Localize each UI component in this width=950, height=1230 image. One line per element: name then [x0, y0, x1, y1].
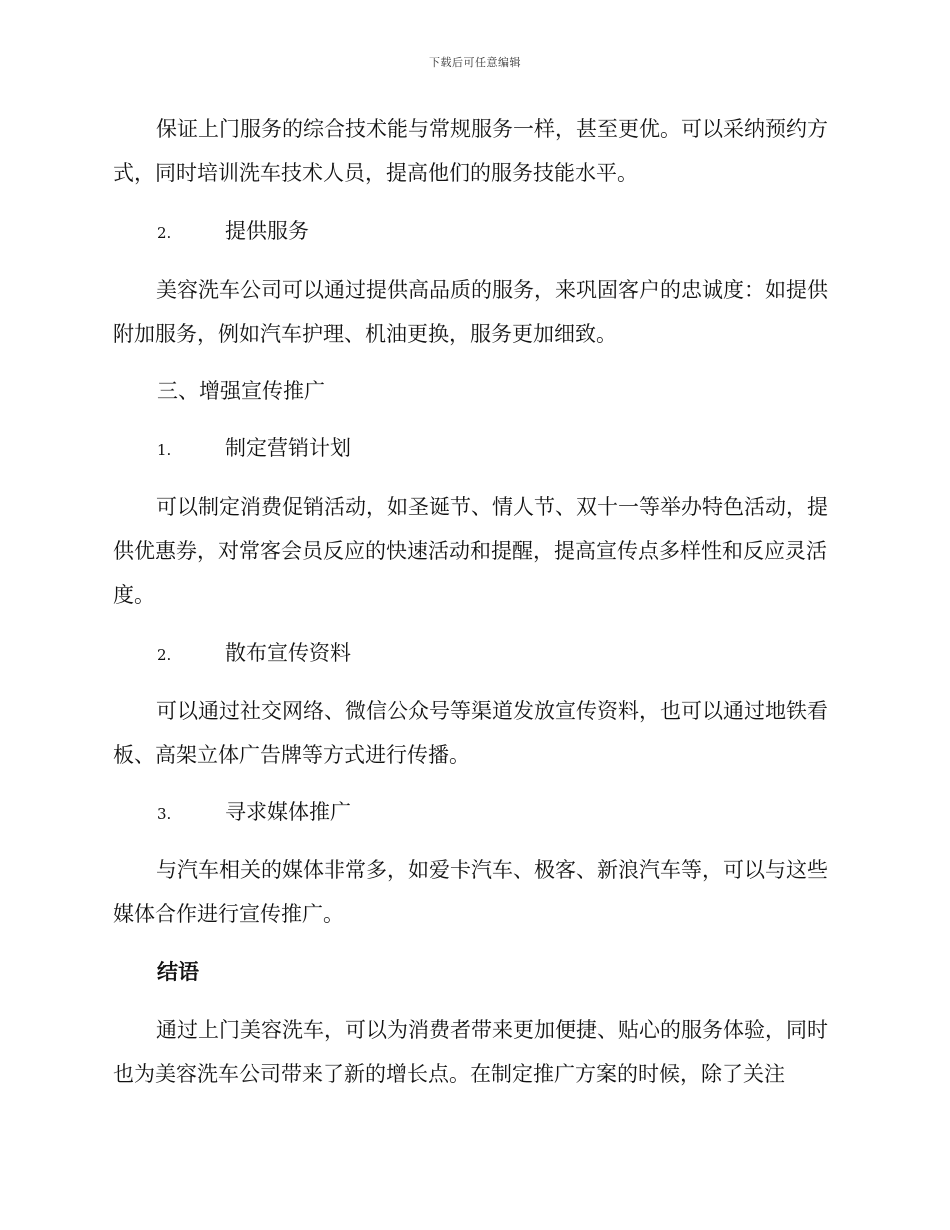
list-label: 制定营销计划: [225, 436, 351, 460]
section-heading-promotion: 三、增强宣传推广: [157, 379, 325, 403]
list-number: 2.: [157, 646, 172, 664]
paragraph-channels: 可以通过社交网络、微信公众号等渠道发放宣传资料，也可以通过地铁看板、高架立体广告牌等方式进行传播。: [113, 699, 828, 767]
paragraph-media: 与汽车相关的媒体非常多，如爱卡汽车、极客、新浪汽车等，可以与这些媒体合作进行宣传推广。: [113, 858, 828, 926]
list-number: 3.: [157, 805, 172, 823]
page-header: 下载后可任意编辑: [429, 56, 521, 69]
list-label: 提供服务: [225, 219, 309, 243]
list-item-marketing-plan: [157, 426, 351, 472]
list-item-provide-service: [157, 209, 309, 255]
paragraph-loyalty: 美容洗车公司可以通过提供高品质的服务，来巩固客户的忠诚度：如提供附加服务，例如汽车护理、机油更换，服务更加细致。: [113, 278, 828, 346]
list-label: 散布宣传资料: [225, 641, 351, 665]
list-item-media-promotion: [157, 790, 351, 836]
paragraph-promotions: 可以制定消费促销活动，如圣诞节、情人节、双十一等举办特色活动，提供优惠券，对常客会员反应的快速活动和提醒，提高宣传点多样性和反应灵活度。: [113, 495, 828, 607]
list-item-distribute-materials: [157, 631, 351, 677]
paragraph-service-quality: 保证上门服务的综合技术能与常规服务一样，甚至更优。可以采纳预约方式，同时培训洗车技术人员，提高他们的服务技能水平。: [113, 117, 828, 185]
paragraph-conclusion: 通过上门美容洗车，可以为消费者带来更加便捷、贴心的服务体验，同时也为美容洗车公司带来了新的增长点。在制定推广方案的时候，除了关注: [113, 1018, 828, 1086]
list-number: 2.: [157, 224, 172, 242]
list-label: 寻求媒体推广: [225, 800, 351, 824]
conclusion-heading: 结语: [157, 959, 199, 984]
list-number: 1.: [157, 441, 172, 459]
